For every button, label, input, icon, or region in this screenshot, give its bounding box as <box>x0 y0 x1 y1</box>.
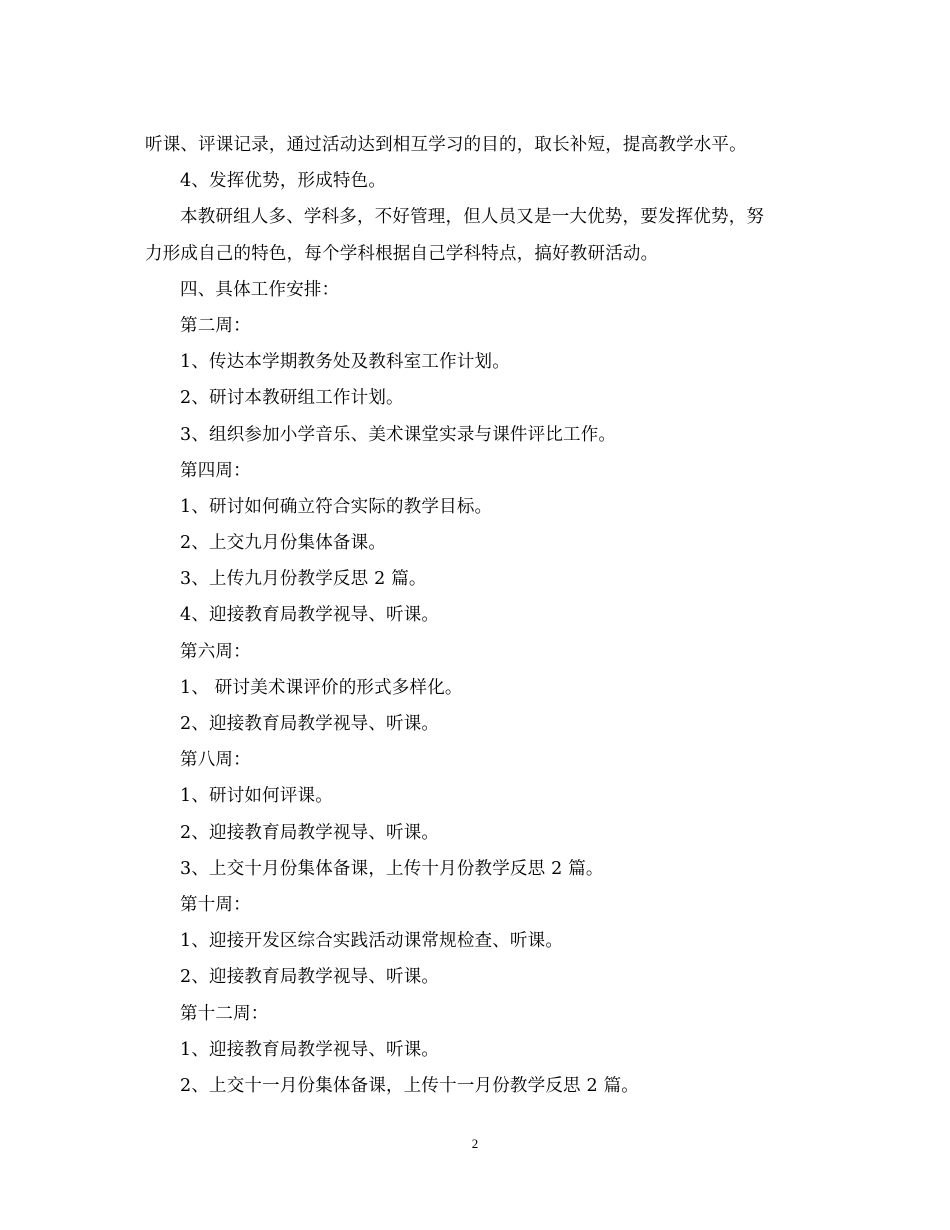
paragraph-line: 第十周： <box>180 894 251 915</box>
paragraph-line: 4、发挥优势，形成特色。 <box>180 171 387 192</box>
paragraph-line: 第八周： <box>180 750 251 771</box>
paragraph-line: 3、上传九月份教学反思 2 篇。 <box>180 569 427 590</box>
paragraph-line: 1、 研讨美术课评价的形式多样化。 <box>180 677 463 698</box>
paragraph-line: 第二周： <box>180 315 251 336</box>
paragraph-line: 2、上交九月份集体备课。 <box>180 533 387 554</box>
paragraph-line: 2、上交十一月份集体备课，上传十一月份教学反思 2 篇。 <box>180 1075 639 1096</box>
paragraph-line: 1、迎接开发区综合实践活动课常规检查、听课。 <box>180 931 564 952</box>
paragraph-line: 2、迎接教育局教学视导、听课。 <box>180 967 440 988</box>
paragraph-line: 2、迎接教育局教学视导、听课。 <box>180 822 440 843</box>
paragraph-line: 2、迎接教育局教学视导、听课。 <box>180 714 440 734</box>
paragraph-line: 4、迎接教育局教学视导、听课。 <box>180 605 440 626</box>
paragraph-line: 本教研组人多、学科多，不好管理，但人员又是一大优势，要发挥优势，努 <box>180 207 765 228</box>
paragraph-line: 第四周： <box>180 460 251 481</box>
paragraph-line: 3、组织参加小学音乐、美术课堂实录与课件评比工作。 <box>180 424 617 445</box>
paragraph-line: 2、研讨本教研组工作计划。 <box>180 388 404 409</box>
page-number: 2 <box>471 1136 479 1151</box>
paragraph-line: 力形成自己的特色，每个学科根据自己学科特点，搞好教研活动。 <box>145 243 659 264</box>
paragraph-line: 第十二周： <box>180 1003 269 1024</box>
paragraph-line: 第六周： <box>180 641 251 662</box>
paragraph-line: 四、具体工作安排： <box>180 279 340 300</box>
paragraph-line: 听课、评课记录，通过活动达到相互学习的目的，取长补短，提高教学水平。 <box>145 135 747 155</box>
paragraph-line: 1、研讨如何确立符合实际的教学目标。 <box>180 496 493 517</box>
document-body <box>145 127 815 1104</box>
paragraph-line: 1、研讨如何评课。 <box>180 786 333 807</box>
paragraph-line: 1、迎接教育局教学视导、听课。 <box>180 1039 440 1060</box>
paragraph-line: 3、上交十月份集体备课，上传十月份教学反思 2 篇。 <box>180 858 604 879</box>
paragraph-line: 1、传达本学期教务处及教科室工作计划。 <box>180 352 510 373</box>
